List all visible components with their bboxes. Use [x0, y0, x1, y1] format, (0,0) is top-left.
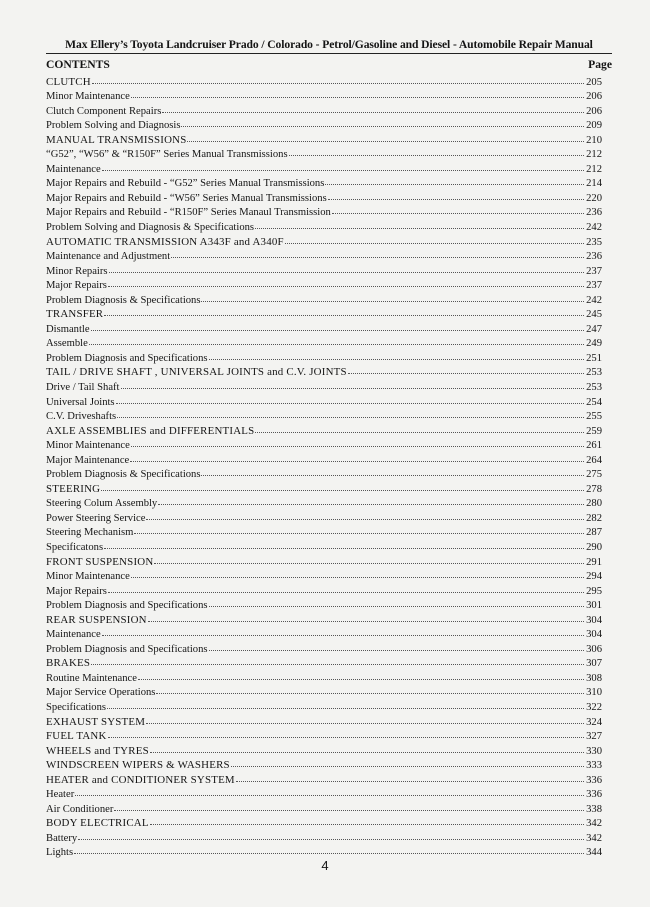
toc-section-entry [46, 554, 602, 569]
dot-leader [255, 423, 584, 433]
toc-entry-page: 294 [586, 571, 602, 583]
toc-entry-page: 342 [586, 818, 602, 830]
dot-leader [201, 292, 584, 302]
toc-entry-page: 322 [586, 702, 602, 714]
toc-entry-title: Minor Maintenance [46, 571, 130, 583]
toc-entry-page: 237 [586, 265, 602, 277]
toc-section-entry [46, 757, 602, 772]
dot-leader [158, 495, 584, 505]
toc-section-entry [46, 743, 602, 758]
dot-leader [236, 772, 584, 782]
toc-entry-page: 324 [586, 716, 602, 728]
toc-entry-page: 338 [586, 803, 602, 815]
toc-entry [46, 801, 602, 816]
dot-leader [289, 146, 584, 156]
toc-entry-title: Clutch Component Repairs [46, 105, 162, 117]
toc-entry [46, 335, 602, 350]
toc-entry-page: 287 [586, 527, 602, 539]
toc-section-entry [46, 655, 602, 670]
toc-entry [46, 248, 602, 263]
toc-entry-page: 342 [586, 832, 602, 844]
toc-entry-page: 249 [586, 338, 602, 350]
toc-entry-title: Maintenance and Adjustment [46, 251, 171, 263]
toc-entry [46, 684, 602, 699]
toc-entry-title: AXLE ASSEMBLIES and DIFFERENTIALS [46, 424, 255, 437]
dot-leader [130, 452, 584, 462]
contents-label: CONTENTS [46, 58, 110, 71]
toc-entry-title: Major Maintenance [46, 454, 130, 466]
toc-entry [46, 219, 602, 234]
toc-entry-title: FUEL TANK [46, 730, 107, 743]
toc-entry-title: Specifications [46, 702, 107, 714]
toc-entry-page: 261 [586, 440, 602, 452]
toc-entry-page: 236 [586, 251, 602, 263]
dot-leader [150, 815, 584, 825]
dot-leader [148, 612, 584, 622]
dot-leader [201, 466, 584, 476]
toc-entry-page: 206 [586, 91, 602, 103]
toc-entry [46, 583, 602, 598]
toc-entry-page: 253 [586, 381, 602, 393]
toc-entry-page: 301 [586, 600, 602, 612]
toc-entry-title: Problem Solving and Diagnosis & Specifications [46, 221, 255, 233]
toc-entry-page: 245 [586, 309, 602, 321]
toc-entry-title: Problem Diagnosis & Specifications [46, 469, 201, 481]
toc-entry [46, 146, 602, 161]
toc-entry [46, 103, 602, 118]
toc-entry-title: Problem Diagnosis and Specifications [46, 352, 208, 364]
toc-entry-title: Steering Mechanism [46, 527, 134, 539]
toc-entry-page: 327 [586, 731, 602, 743]
toc-entry-page: 212 [586, 163, 602, 175]
toc-entry-title: Assemble [46, 338, 88, 350]
toc-entry-page: 275 [586, 469, 602, 481]
header-rule [46, 53, 612, 54]
toc-section-entry [46, 612, 602, 627]
toc-entry [46, 321, 602, 336]
toc-entry-title: CLUTCH [46, 75, 91, 88]
dot-leader [332, 204, 584, 214]
toc-entry-page: 237 [586, 280, 602, 292]
toc-section-entry [46, 815, 602, 830]
page-number: 4 [321, 858, 329, 873]
dot-leader [89, 335, 584, 345]
toc-entry-title: EXHAUST SYSTEM [46, 715, 146, 728]
dot-leader [109, 263, 585, 273]
dot-leader [154, 554, 584, 564]
toc-entry [46, 350, 602, 365]
dot-leader [209, 597, 584, 607]
toc-entry [46, 844, 602, 859]
toc-entry-title: Minor Maintenance [46, 440, 130, 452]
dot-leader [75, 786, 584, 796]
toc-entry [46, 452, 602, 467]
toc-entry-page: 290 [586, 542, 602, 553]
toc-entry-title: Maintenance [46, 163, 101, 175]
toc-section-entry [46, 74, 602, 89]
toc-entry-title: STEERING [46, 482, 101, 495]
toc-entry-page: 344 [586, 847, 602, 859]
toc-entry-page: 235 [586, 236, 602, 248]
toc-entry-title: Major Repairs [46, 280, 107, 292]
toc-entry [46, 394, 602, 409]
toc-entry-title: Maintenance [46, 629, 101, 641]
dot-leader [108, 583, 584, 593]
dot-leader [187, 132, 584, 142]
toc-entry-page: 247 [586, 323, 602, 335]
toc-entry-title: Specificatons [46, 542, 104, 553]
dot-leader [91, 321, 584, 331]
toc-entry [46, 277, 602, 292]
toc-entry-title: C.V. Driveshafts [46, 411, 117, 423]
toc-entry-page: 308 [586, 672, 602, 684]
dot-leader [348, 364, 584, 374]
toc-entry [46, 524, 602, 539]
dot-leader [134, 524, 584, 534]
toc-entry-page: 307 [586, 658, 602, 670]
toc-entry-title: Problem Diagnosis and Specifications [46, 643, 208, 655]
toc-entry-page: 264 [586, 454, 602, 466]
toc-section-entry [46, 772, 602, 787]
toc-entry-title: Drive / Tail Shaft [46, 381, 120, 393]
toc-entry-title: BRAKES [46, 657, 91, 670]
toc-entry-title: Major Repairs and Rebuild - “W56” Series Manual Transmissions [46, 192, 327, 204]
toc-entry-page: 310 [586, 687, 602, 699]
toc-entry-page: 295 [586, 585, 602, 597]
toc-entry [46, 437, 602, 452]
toc-section-entry [46, 364, 602, 379]
toc-entry [46, 117, 602, 132]
toc-section-entry [46, 481, 602, 496]
toc-entry-page: 282 [586, 512, 602, 524]
toc-entry-page: 242 [586, 294, 602, 306]
toc-entry-page: 255 [586, 411, 602, 423]
toc-entry-title: Major Repairs and Rebuild - “R150F” Series Manaul Transmission [46, 207, 331, 219]
toc-entry [46, 641, 602, 656]
dot-leader [104, 539, 584, 549]
toc-section-entry [46, 132, 602, 147]
dot-leader [107, 699, 584, 709]
toc-section-entry [46, 728, 602, 743]
toc-entry-page: 220 [586, 192, 602, 204]
dot-leader [114, 801, 584, 811]
dot-leader [325, 175, 584, 185]
dot-leader [171, 248, 584, 258]
toc-entry [46, 88, 602, 103]
dot-leader [108, 728, 584, 738]
toc-entry [46, 539, 602, 554]
toc-entry-title: Universal Joints [46, 396, 115, 408]
toc-entry [46, 495, 602, 510]
toc-entry-page: 205 [586, 76, 602, 88]
toc-entry-title: REAR SUSPENSION [46, 613, 147, 626]
toc-entry-title: TRANSFER [46, 308, 104, 321]
toc-entry [46, 190, 602, 205]
toc-entry-page: 330 [586, 745, 602, 757]
dot-leader [131, 88, 584, 98]
toc-entry [46, 204, 602, 219]
dot-leader [146, 510, 584, 520]
toc-entry [46, 597, 602, 612]
toc-entry-page: 206 [586, 105, 602, 117]
dot-leader [285, 234, 584, 244]
toc-entry-title: Minor Repairs [46, 265, 108, 277]
toc-entry-page: 306 [586, 643, 602, 655]
toc-entry [46, 786, 602, 801]
dot-leader [150, 743, 584, 753]
toc-entry-page: 242 [586, 221, 602, 233]
toc-entry-title: WHEELS and TYRES [46, 744, 149, 757]
dot-leader [209, 350, 584, 360]
dot-leader [117, 408, 584, 418]
toc-entry [46, 175, 602, 190]
toc-entry-title: Problem Solving and Diagnosis [46, 120, 181, 132]
toc-entry-page: 336 [586, 789, 602, 801]
toc-section-entry [46, 423, 602, 438]
toc-entry [46, 292, 602, 307]
toc-entry [46, 379, 602, 394]
toc-entry-page: 333 [586, 760, 602, 772]
toc-entry-page: 209 [586, 120, 602, 132]
dot-leader [255, 219, 584, 229]
toc-entry [46, 626, 602, 641]
dot-leader [156, 684, 584, 694]
toc-section-entry [46, 306, 602, 321]
toc-entry [46, 408, 602, 423]
toc-entry [46, 161, 602, 176]
toc-entry-title: MANUAL TRANSMISSIONS [46, 133, 187, 146]
toc-entry-title: Air Conditioner [46, 803, 114, 815]
toc-entry [46, 466, 602, 481]
dot-leader [101, 481, 584, 491]
toc-entry-title: Major Service Operations [46, 687, 156, 699]
toc-entry-page: 280 [586, 498, 602, 510]
toc-entry-page: 304 [586, 614, 602, 626]
toc-entry-title: WINDSCREEN WIPERS & WASHERS [46, 759, 230, 772]
toc-entry-page: 251 [586, 352, 602, 364]
toc-entry-page: 254 [586, 396, 602, 408]
dot-leader [231, 757, 584, 767]
toc-entry-title: Steering Colum Assembly [46, 498, 158, 510]
toc-entry-title: Routine Maintenance [46, 672, 137, 684]
dot-leader [131, 568, 584, 578]
dot-leader [104, 306, 584, 316]
toc-entry-title: Major Repairs and Rebuild - “G52” Series Manual Transmissions [46, 178, 325, 190]
dot-leader [102, 626, 584, 636]
dot-leader [108, 277, 584, 287]
toc-entry [46, 510, 602, 525]
manual-header: Max Ellery’s Toyota Landcruiser Prado / Colorado - Petrol/Gasoline and Diesel - Automobile Repair Manual [65, 38, 593, 51]
toc-entry-title: Problem Diagnosis & Specifications [46, 294, 201, 306]
toc-entry-title: BODY ELECTRICAL [46, 817, 149, 830]
dot-leader [74, 844, 584, 854]
dot-leader [328, 190, 584, 200]
toc-entry-page: 304 [586, 629, 602, 641]
toc-entry-page: 259 [586, 425, 602, 437]
dot-leader [162, 103, 584, 113]
toc-entry-page: 291 [586, 556, 602, 568]
toc-entry-title: Lights [46, 847, 74, 859]
toc-entry-title: “G52”, “W56” & “R150F” Series Manual Transmissions [46, 149, 288, 161]
toc-entry [46, 568, 602, 583]
dot-leader [121, 379, 585, 389]
dot-leader [102, 161, 584, 171]
toc-entry-page: 236 [586, 207, 602, 219]
toc-entry-page: 336 [586, 774, 602, 786]
toc-entry-title: TAIL / DRIVE SHAFT , UNIVERSAL JOINTS and C.V. JOINTS [46, 366, 347, 379]
toc-entry [46, 263, 602, 278]
dot-leader [116, 394, 584, 404]
toc-entry-title: Major Repairs [46, 585, 107, 597]
toc-entry-title: FRONT SUSPENSION [46, 555, 154, 568]
dot-leader [78, 830, 584, 840]
contents-heading-row [46, 58, 612, 73]
toc-entry-title: Heater [46, 789, 75, 801]
toc-entry-title: Problem Diagnosis and Specifications [46, 600, 208, 612]
dot-leader [209, 641, 584, 651]
dot-leader [146, 714, 584, 724]
toc-entry-page: 212 [586, 149, 602, 161]
toc-entry-title: HEATER and CONDITIONER SYSTEM [46, 773, 235, 786]
toc-entry-title: Minor Maintenance [46, 91, 130, 103]
toc-entry-title: Dismantle [46, 323, 90, 335]
toc-section-entry [46, 234, 602, 249]
toc-section-entry [46, 714, 602, 729]
toc-entry-title: AUTOMATIC TRANSMISSION A343F and A340F [46, 235, 284, 248]
toc-entry [46, 670, 602, 685]
dot-leader [131, 437, 584, 447]
toc-entry-title: Battery [46, 832, 78, 844]
table-of-contents [46, 74, 602, 860]
toc-entry-page: 253 [586, 367, 602, 379]
dot-leader [181, 117, 584, 127]
page-column-label: Page [588, 58, 612, 71]
dot-leader [92, 74, 584, 84]
toc-entry-title: Power Steering Service [46, 512, 146, 524]
toc-entry [46, 830, 602, 845]
toc-entry-page: 210 [586, 134, 602, 146]
toc-entry-page: 214 [586, 178, 602, 190]
dot-leader [91, 655, 584, 665]
toc-entry [46, 699, 602, 714]
toc-entry-page: 278 [586, 483, 602, 495]
dot-leader [138, 670, 584, 680]
